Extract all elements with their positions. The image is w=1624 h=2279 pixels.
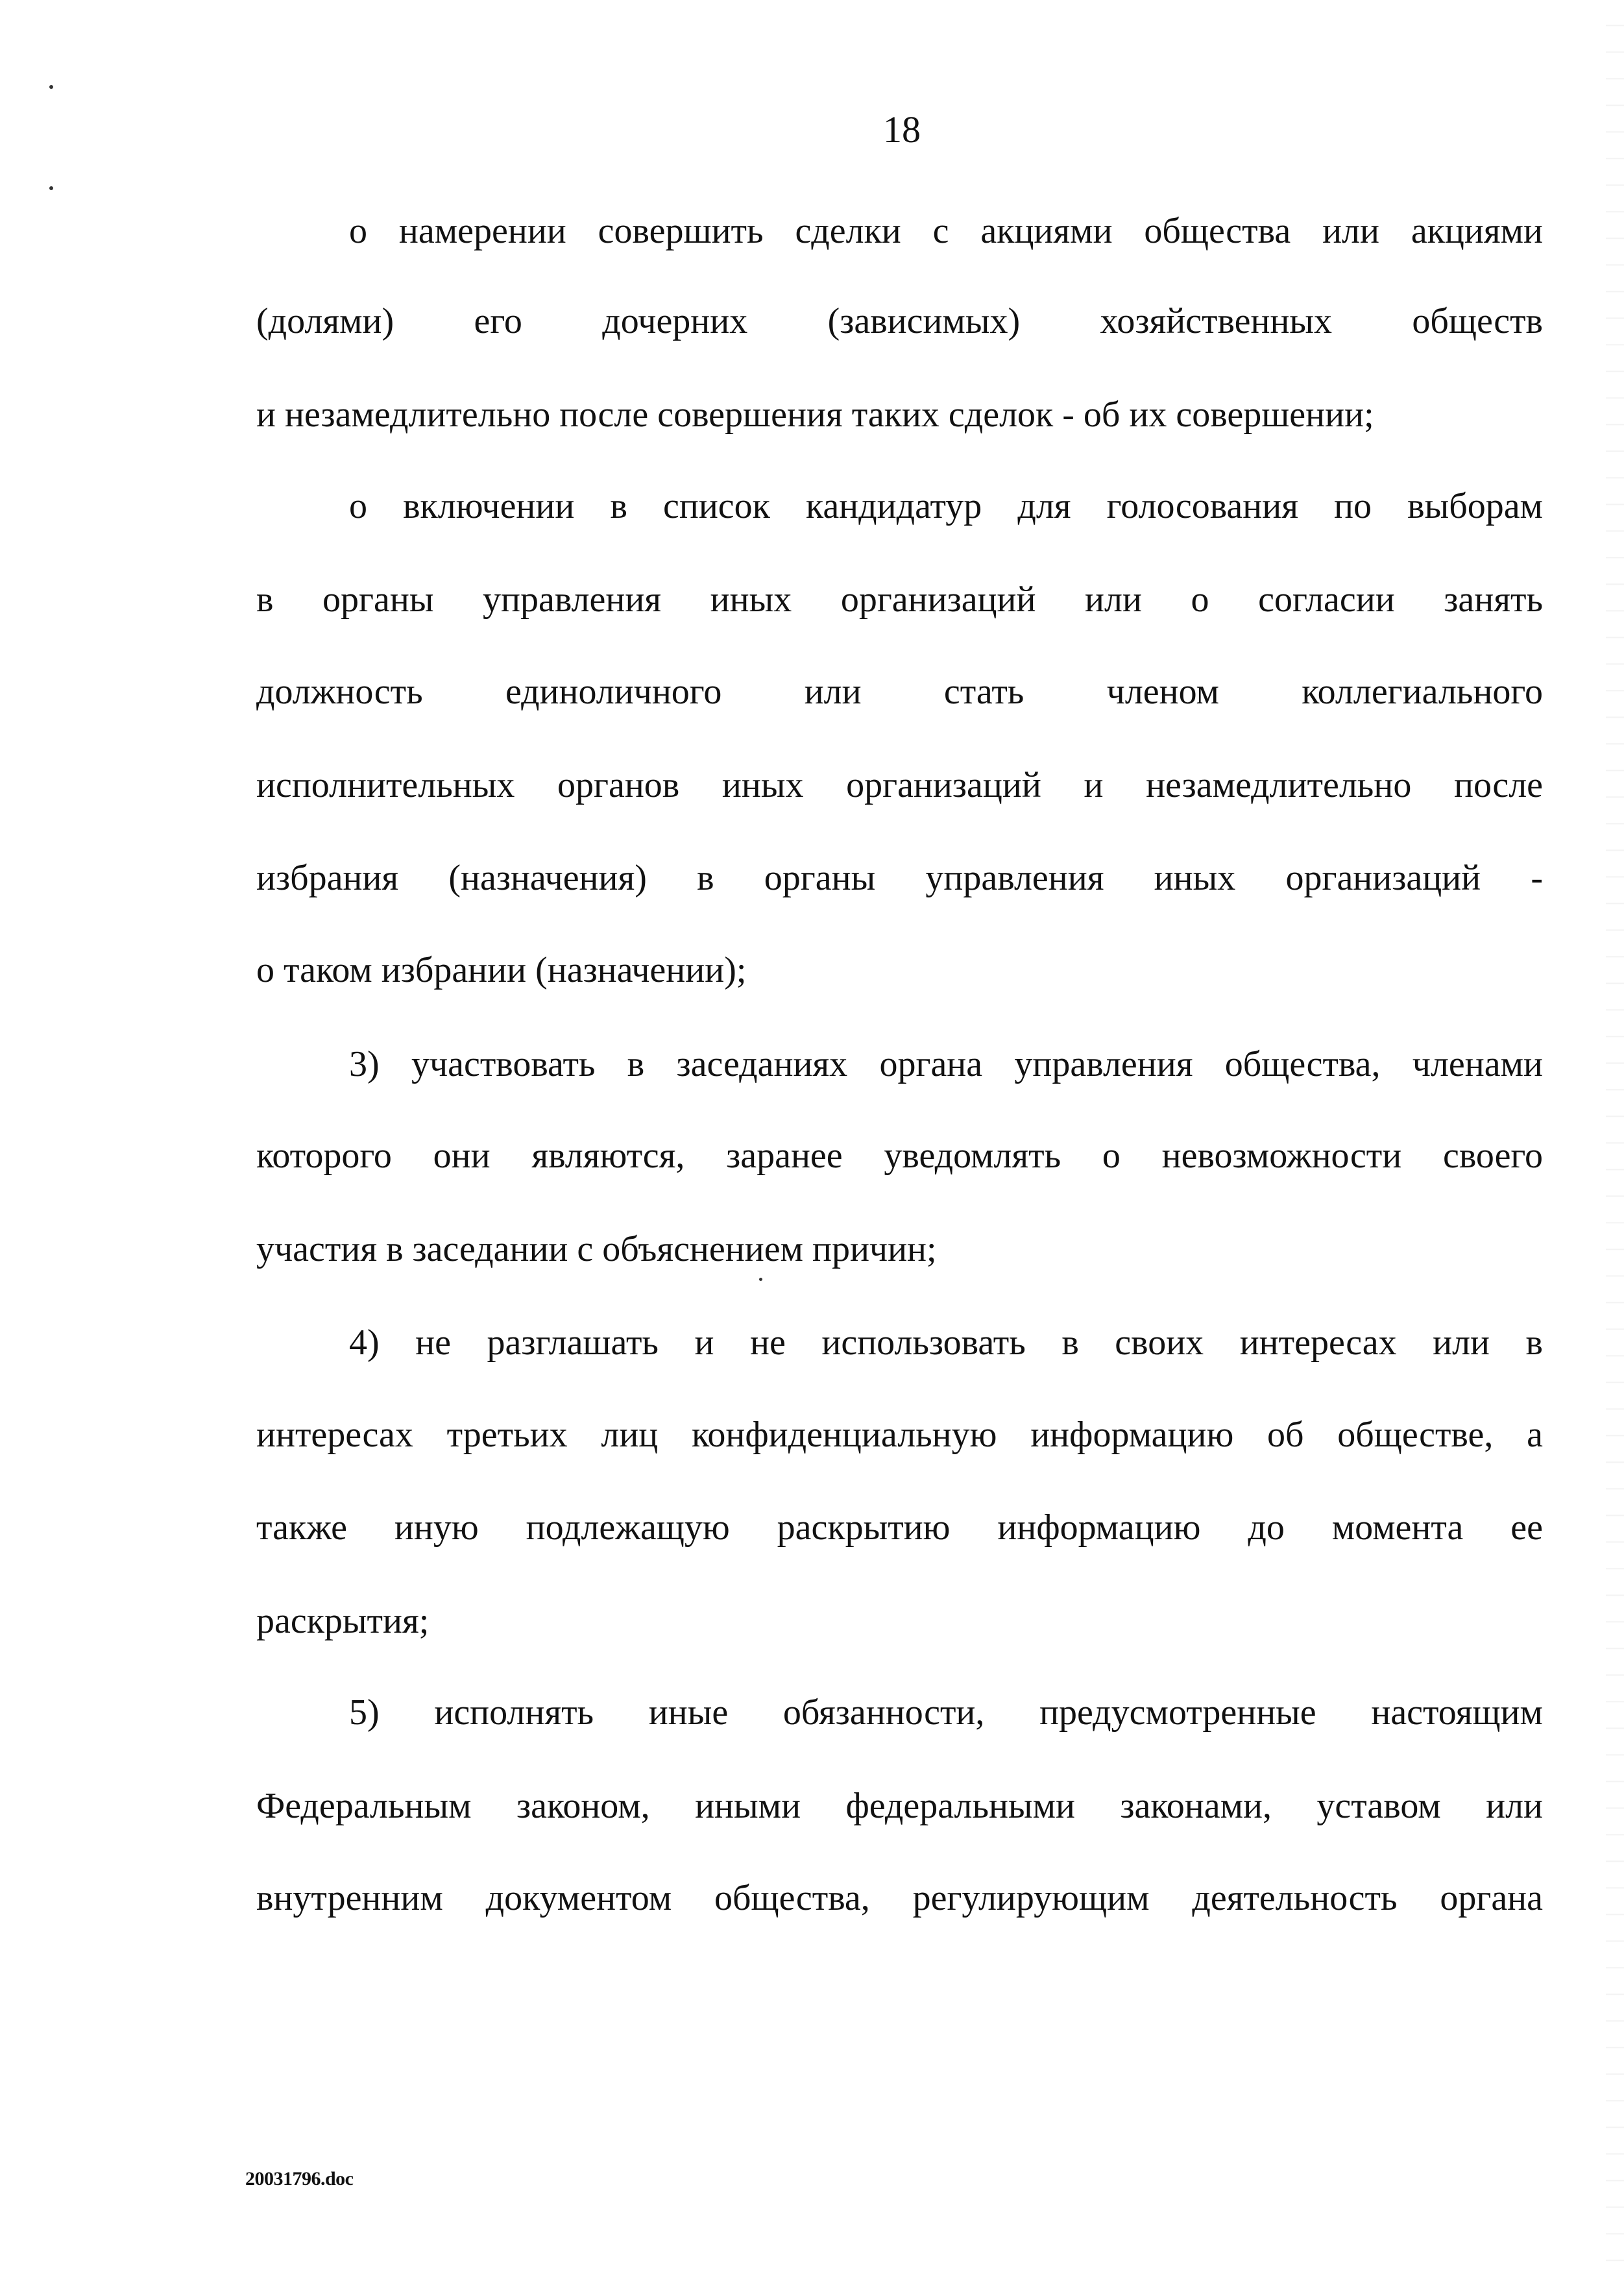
text-line: которого они являются, заранее уведомлять о невозможности своего	[256, 1136, 1543, 1176]
document-filename: 20031796.doc	[245, 2168, 354, 2189]
text-line: 3) участвовать в заседаниях органа управления общества, членами	[349, 1044, 1543, 1084]
text-line: исполнительных органов иных организаций и незамедлительно после	[256, 765, 1543, 805]
page-number: 18	[883, 108, 921, 151]
text-line: участия в заседании с объяснением причин;	[256, 1229, 937, 1269]
scan-speck	[49, 85, 53, 89]
text-line: Федеральным законом, иными федеральными законами, уставом или	[256, 1786, 1543, 1826]
text-line: также иную подлежащую раскрытию информацию до момента ее	[256, 1507, 1543, 1548]
text-line: о включении в список кандидатур для голосования по выборам	[349, 486, 1543, 526]
scan-speck	[49, 186, 53, 190]
text-line: внутренним документом общества, регулирующим деятельность органа	[256, 1878, 1543, 1918]
text-line: о таком избрании (назначении);	[256, 950, 747, 990]
text-line: раскрытия;	[256, 1601, 430, 1641]
text-line: 5) исполнять иные обязанности, предусмотренные настоящим	[349, 1692, 1543, 1733]
scan-speck	[759, 1278, 762, 1281]
scan-edge-artifact	[1606, 0, 1624, 2279]
text-line: (долями) его дочерних (зависимых) хозяйственных обществ	[256, 301, 1543, 341]
text-line: 4) не разглашать и не использовать в своих интересах или в	[349, 1322, 1543, 1363]
text-line: и незамедлительно после совершения таких сделок - об их совершении;	[256, 395, 1374, 435]
text-line: должность единоличного или стать членом коллегиального	[256, 672, 1543, 712]
text-line: о намерении совершить сделки с акциями общества или акциями	[349, 211, 1543, 251]
text-line: избрания (назначения) в органы управления иных организаций -	[256, 858, 1543, 898]
text-line: интересах третьих лиц конфиденциальную информацию об обществе, а	[256, 1415, 1543, 1455]
text-line: в органы управления иных организаций или о согласии занять	[256, 579, 1543, 620]
